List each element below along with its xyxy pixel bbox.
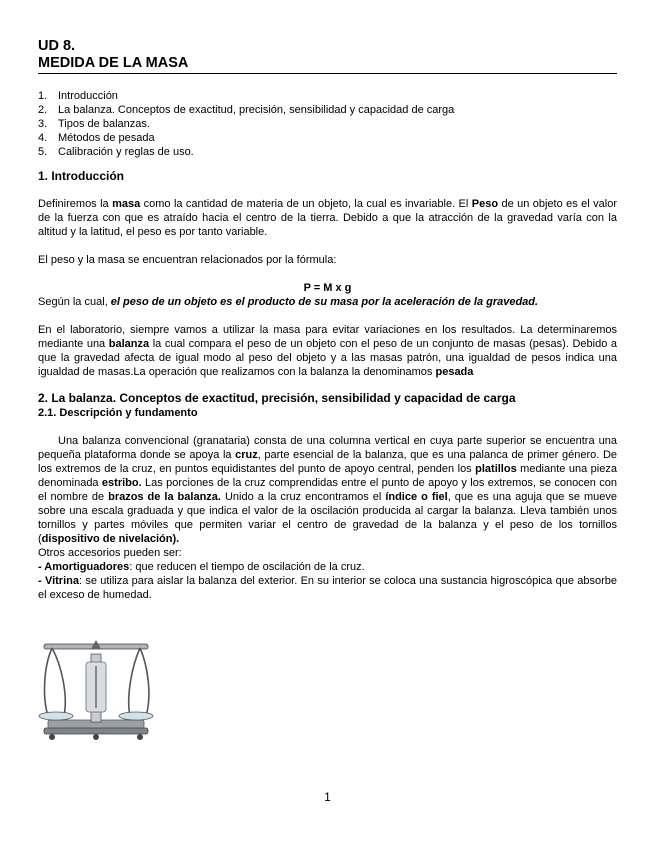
section2-heading: 2. La balanza. Conceptos de exactitud, precisión, sensibilidad y capacidad de carga [38,391,516,405]
balance-icon [38,636,154,748]
toc-item: 1. Introducción [38,90,118,102]
toc-item: 3. Tipos de balanzas. [38,118,150,130]
accessory-item: - Vitrina: se utiliza para aislar la balanza del exterior. En su interior se coloca una sustancia higroscópica que absorbe el exceso de humedad. [38,575,617,601]
paragraph-relation: El peso y la masa se encuentran relacionados por la fórmula: [38,254,337,266]
title-rule [38,73,617,74]
paragraph-description: Una balanza convencional (granataria) consta de una columna vertical en cuya parte superior se encuentra una pequeña plataforma donde se apoya la cruz, parte esencial de la balanza, que es una palanca de primer género. De los extremos de la cruz, en puntos equidistantes del punto de apoyo central, penden los platillos mediante una pieza denominada estribo. Las porciones de la cruz comprendidas entre el punto de apoyo y los extremos, se conocen con el nombre de brazos de la balanza. Unido a la cruz encontramos el índice o fiel, que es una aguja que se mueve sobre una escala graduada y que indica el valor de la oscilación producida al cargar la balanza. Lleva también unos tornillos y partes móviles que permiten variar el centro de gravedad de la balanza y el peso de los tornillos (dispositivo de nivelación). [38,435,618,545]
toc-item: 4. Métodos de pesada [38,132,155,144]
section2-subheading: 2.1. Descripción y fundamento [38,407,198,419]
page-number: 1 [324,790,331,804]
paragraph-laboratory: En el laboratorio, siempre vamos a utilizar la masa para evitar variaciones en los resultados. La determinaremos mediante una balanza la cual compara el peso de un objeto con el peso de un conjunto de masas (pesas). Debido a que la gravedad afecta de igual modo al peso del objeto y a las masas patrón, una igualdad de pesos indica una igualdad de masas.La operación que realizamos con la balanza la denominamos pesada [38,324,618,378]
paragraph-formula-meaning: Según la cual, el peso de un objeto es el producto de su masa por la aceleración de la gravedad. [38,296,539,308]
paragraph-definition: Definiremos la masa como la cantidad de materia de un objeto, la cual es invariable. El Peso de un objeto es el valor de la fuerza con que es atraído hacia el centro de la tierra. Debido a que la atracción de la gravedad varía con la altitud y la latitud, el peso es por tanto variable. [38,198,617,238]
toc-item: 5. Calibración y reglas de uso. [38,146,194,158]
section1-heading: 1. Introducción [38,169,125,183]
formula: P = M x g [303,282,352,294]
balance-illustration [38,636,154,748]
table-of-contents [38,89,617,159]
page-title: MEDIDA DE LA MASA [38,55,189,71]
accessory-item: - Amortiguadores: que reducen el tiempo de oscilación de la cruz. [38,561,365,573]
paragraph-accessories: Otros accesorios pueden ser: [38,547,182,559]
unit-number: UD 8. [38,38,76,54]
toc-item: 2. La balanza. Conceptos de exactitud, precisión, sensibilidad y capacidad de carga [38,104,455,116]
document-page [38,38,617,602]
